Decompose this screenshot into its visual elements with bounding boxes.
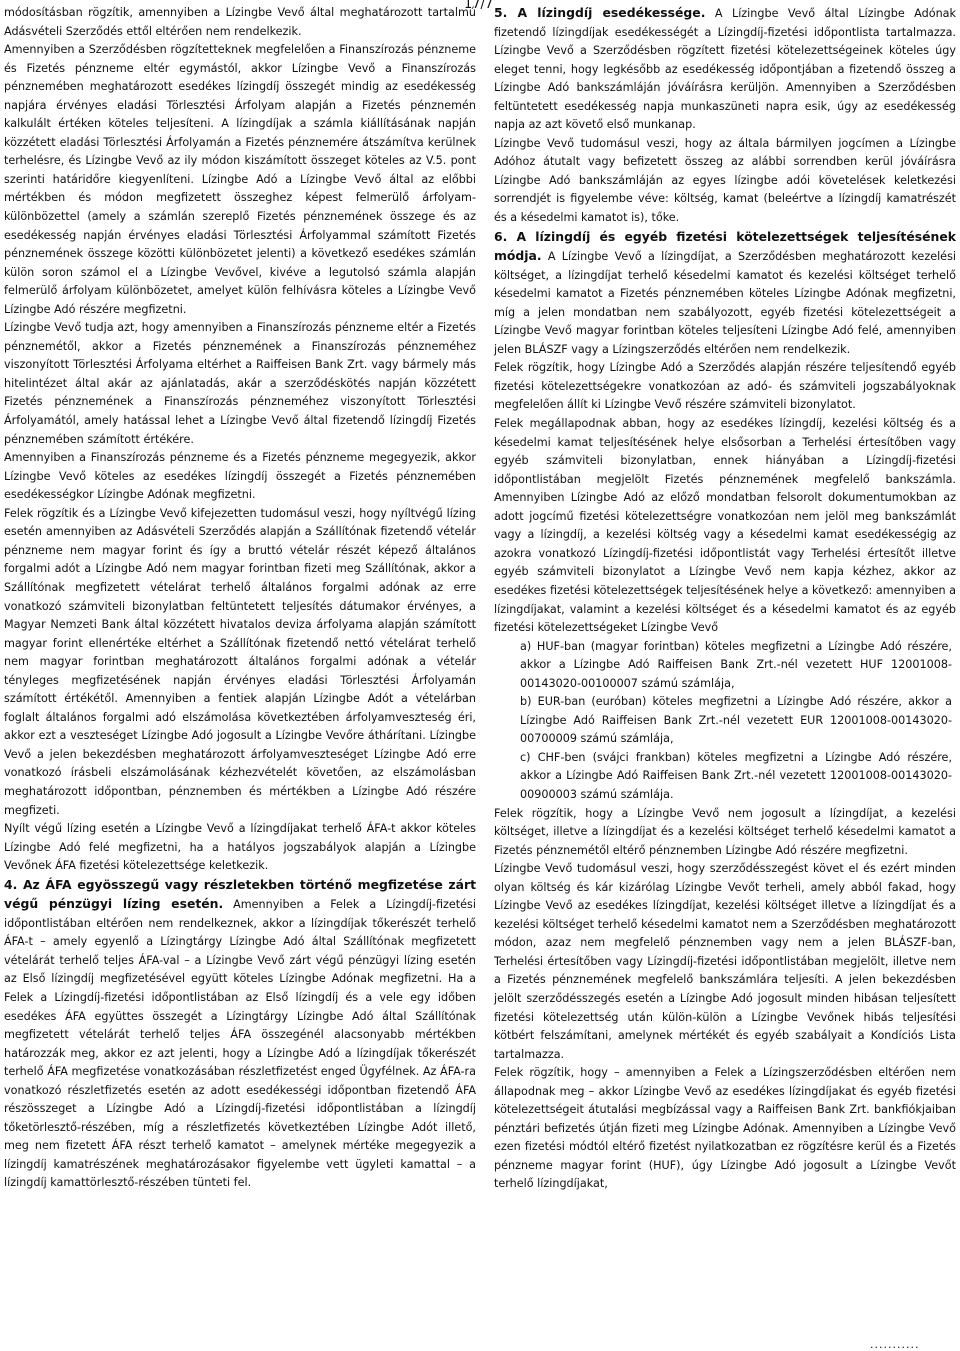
page-number: 17/7 — [464, 0, 494, 12]
account-item-eur: b) EUR-ban (euróban) köteles megfizetni a Lízingbe Adó részére, akkor a Lízingbe Adó Raiffeisen Bank Zrt.-nél vezetett EUR 12001008-00143020-00700009 számú számlája, — [520, 695, 952, 746]
paragraph: Felek megállapodnak abban, hogy az esedékes lízingdíj, kezelési költség és a késedelmi kamat teljesítésének helye elsősorban a Terhelési értesítőben vagy egyéb számviteli bizonylatban, ennek hiányában a Lízingdíj-fizetési időpontlistában megjelölt Fizetés pénznemének megfelelő bankszámla. Amennyiben Lízingbe Adó az előző mondatban felsorolt dokumentumokban az adott jogcímű fizetési kötelezettségre vonatkozóan nem jelöl meg bankszámlát vagy a lízingdíj, a kezelési költség vagy a késedelmi kamat esedékességig az azokra vonatkozó Lízingdíj-fizetési időpontlistát vagy Terhelési értesítőt illetve egyéb számviteli bizonylatot a Lízingbe Vevő nem kapja kézhez, akkor az esedékes fizetési kötelezettségek teljesítésének helye a következő: amennyiben a lízingdíjakat, valamint a kezelési költséget és a késedelmi kamatot és az egyéb fizetési kötelezettségeket Lízingbe Vevő — [494, 417, 956, 635]
right-column — [494, 4, 956, 1194]
paragraph: A Lízingbe Vevő a lízingdíjat, a Szerződésben meghatározott kezelési költséget, a lízingdíjat terhelő késedelmi kamatot és kezelési költséget terhelő késedelmi kamatot a Fizetés pénznemében köteles Lízingbe Adónak megfizetni, míg a jelen mondatban nem szabályozott, egyéb fizetési kötelezettségeit a Lízingbe Vevő magyar forintban köteles teljesíteni Lízingbe Adó felé, amennyiben jelen BLÁSZF vagy a Lízingszerződés eltérően nem rendelkezik. — [494, 250, 957, 356]
paragraph: Amennyiben a Finanszírozás pénzneme és a Fizetés pénzneme megegyezik, akkor Lízingbe Vevő köteles az esedékes lízingdíj összegét a Fizetés pénznemében esedékességkor Lízingbe Adónak megfizetni. — [4, 451, 476, 502]
paragraph: Amennyiben a Szerződésben rögzítetteknek megfelelően a Finanszírozás pénzneme és Fizetés pénzneme eltér egymástól, akkor Lízingbe Vevő a Finanszírozás pénznemében meghatározott esedékes lízingdíj összegét mindig az esedékesség napjára érvényes eladási Törlesztési Árfolyam alapján a Fizetés pénznemén kalkulált értéken köteles teljesíteni. A lízingdíjak a számla kiállításának napján közzétett eladási Törlesztési Árfolyamán a Fizetés pénznemére átszámítva kerülnek terhelésre, és Lízingbe Vevő az ily módon kiszámított összeget köteles az V.5. pont szerinti határidőre kiegyenlíteni. Lízingbe Adó a Lízingbe Vevő által az előbbi mértékben és módon megfizetett összeghez képest felmerülő árfolyam-különbözettel (amely a számlán szereplő Fizetés pénznemének összege és az esedékesség napján érvényes eladási Törlesztési Árfolyammal számított Fizetés pénznemének összege közötti különbözetet jelenti) a következő esedékes számlán külön soron számol el a Lízingbe Vevővel, kivéve a legutolsó számla alapján felmerülő árfolyam különbözetet, amelyet külön felhívásra köteles a Lízingbe Vevő Lízingbe Adó részére megfizetni. — [4, 43, 476, 316]
section-4 — [4, 876, 476, 1193]
paragraph: módosításban rögzítik, amennyiben a Lízingbe Vevő által meghatározott tartalmú Adásvételi Szerződés ettől eltérően nem rendelkezik. — [4, 6, 476, 38]
section-5 — [494, 4, 956, 135]
account-item-huf: a) HUF-ban (magyar forintban) köteles megfizetni a Lízingbe Adó részére, akkor a Lízingbe Adó Raiffeisen Bank Zrt.-nél vezetett HUF 12001008-00143020-00100007 számú számlája, — [520, 639, 952, 690]
paragraph: Nyílt végű lízing esetén a Lízingbe Vevő a lízingdíjakat terhelő ÁFA-t akkor köteles Lízingbe Adó felé megfizetni, ha a hatályos jogszabályok alapján a Lízingbe Vevőnek ÁFA fizetési kötelezettsége keletkezik. — [4, 822, 476, 873]
paragraph: Lízingbe Vevő tudomásul veszi, hogy szerződésszegést követ el és ezért minden olyan költség és kár kizárólag Lízingbe Vevőt terheli, amely abból fakad, hogy Lízingbe Vevő az esedékes lízingdíjat, kezelési költséget illetve a lízingdíjat és a kezelési költséget terhelő késedelmi kamatot nem a Szerződésben meghatározott módon, azaz nem megfelelő pénznemben vagy nem a jelen BLÁSZF-ban, Terhelési értesítőben vagy Lízingdíj-fizetési időpontlistában megjelölt, illetve nem a Fizetés pénznemének megfelelő bankszámlára teljesíti. A jelen bekezdésben jelölt szerződésszegés esetén a Lízingbe Adó jogosult minden hibásan teljesített fizetési kötelezettség után külön-külön a Lízingbe Vevőnek hibás teljesítési kötbért felszámítani, amelynek mértékét és egyéb szabályait a Kondíciós Lista tartalmazza. — [494, 862, 956, 1061]
paragraph: Felek rögzítik és a Lízingbe Vevő kifejezetten tudomásul veszi, hogy nyíltvégű lízing esetén amennyiben az Adásvételi Szerződés alapján a Szállítónak fizetendő vételár pénzneme nem magyar forint és így a bruttó vételár részét képező általános forgalmi adót a Lízingbe Adó nem magyar forintban fizeti meg Szállítónak, akkor a Szállítónak megfizetett vételárat terhelő általános forgalmi adónak az erre vonatkozó számviteli bizonylatban feltüntetett teljesítés dátumakor érvényes, a Magyar Nemzeti Bank által közzétett hivatalos deviza árfolyama alapján számított magyar forint ellenértéke eltérhet a Szállítónak fizetendő nettó vételárat terhelő nem magyar forintban meghatározott általános forgalmi adónak a vételár tényleges megfizetésének napján érvényes eladási Törlesztési Árfolyamán számított értékétől. Amennyiben a fentiek alapján Lízingbe Adót a vételárban foglalt általános forgalmi adó elszámolása következtében árfolyamveszteség éri, akkor ezt a veszteséget Lízingbe Adó jogosult a Lízingbe Vevőre áthárítani. Lízingbe Vevő a jelen bekezdésben meghatározott árfolyamveszteséget Lízingbe Adó erre vonatkozó írásbeli elszámolásának kézhezvételét követően, az elszámolásban meghatározott időpontban, pénznemben és mértékben a Lízingbe Adó részére megfizeti. — [4, 506, 476, 817]
section-6 — [494, 228, 956, 360]
section-heading-5: 5. A lízingdíj esedékessége. — [494, 5, 706, 20]
footer-dots: ........... — [870, 1338, 920, 1351]
paragraph: Felek rögzítik, hogy Lízingbe Adó a Szerződés alapján részére teljesítendő egyéb fizetési kötelezettségekre vonatkozóan az adó- és számviteli jogszabályoknak megfelelően állít ki Lízingbe Vevő részére számviteli bizonylatot. — [494, 361, 956, 412]
section-heading-6: 6. A lízingdíj és egyéb fizetési kötelezettségek teljesítésének módja. — [494, 228, 956, 264]
paragraph: Lízingbe Vevő tudja azt, hogy amennyiben a Finanszírozás pénzneme eltér a Fizetés pénznemétől, akkor a Fizetés pénznemének a Finanszírozás pénzneméhez viszonyított Törlesztési Árfolyama eltérhet a Raiffeisen Bank Zrt. vagy bármely más hitelintézet által akár az ajánlatadás, akár a szerződéskötés napján közzétett Fizetés pénznemének a Finanszírozás pénzneméhez viszonyított Törlesztési Árfolyamától, amely hatással lehet a Lízingbe Vevő által fizetendő lízingdíj Fizetés pénznemében számított értékére. — [4, 321, 476, 446]
paragraph: Lízingbe Vevő tudomásul veszi, hogy az általa bármilyen jogcímen a Lízingbe Adóhoz átutalt vagy befizetett összeg az alábbi sorrendben kerül jóváírásra Lízingbe Adó bankszámláján az egyes lízingbe adói követelések keletkezési sorrendjét is figyelembe véve: költség, kamat (beleértve a lízingdíj kamatrészét és a késedelmi kamatot is), tőke. — [494, 136, 956, 225]
section-heading-4: 4. Az ÁFA egyösszegű vagy részletekben történő megfizetése zárt végű pénzügyi lízing esetén. — [4, 876, 476, 912]
paragraph: Felek rögzítik, hogy – amennyiben a Felek a Lízingszerződésben eltérően nem állapodnak meg – akkor Lízingbe Vevő az esedékes lízingdíjakat és egyéb fizetési kötelezettségeit átutalási megbízással vagy a Raiffeisen Bank Zrt. bankfiókjaiban pénztári befizetés útján fizeti meg Lízingbe Adónak. Amennyiben a Lízingbe Vevő ezen fizetési módtól eltérő fizetést nyilatkozatban ez rögzítésre kerül és a Fizetés pénzneme magyar forint (HUF), úgy Lízingbe Adó jogosult a Lízingbe Vevőt terhelő lízingdíjakat, — [494, 1066, 956, 1191]
paragraph: Amennyiben a Felek a Lízingdíj-fizetési időpontlistában eltérően nem rendelkeznek, akkor a lízingdíjak tőkerészét terhelő ÁFA-t – amely egyenlő a Lízingtárgy Lízingbe Adó által Szállítónak megfizetett vételárát terhelő teljes ÁFA-val – a Lízingbe Vevő zárt végű pénzügyi lízing esetén az Első lízingdíj megfizetésével együtt köteles Lízingbe Adónak megfizetni. Ha a Felek a Lízingdíj-fizetési időpontlistában az Első lízingdíj és a vele egy időben esedékes ÁFA együttes összegét a Lízingtárgy Lízingbe Adó által Szállítónak megfizetett vételárát terhelő teljes ÁFA összegénél alacsonyabb mértékben határozzák meg, akkor ez azt jelenti, hogy a Lízingbe Adó a lízingdíjak tőkerészét terhelő ÁFA megfizetése vonatkozásában részletfizetést enged Ügyfélnek. Az ÁFA-ra vonatkozó részletfizetés esetén az adott esedékességi időpontban fizetendő ÁFA részösszeget a Lízingbe Adó a Lízingdíj-fizetési időpontlistában a lízingdíj tőketörlesztő-részében, míg a részletfizetés következtében Lízingbe Adót illető, meg nem fizetett ÁFA részt terhelő kamatot – amelynek mértéke megegyezik a lízingdíj kamatrészének meghatározásakor figyelembe vett ügyleti kamattal – a lízingdíj kamattörlesztő-részében tünteti fel. — [4, 898, 476, 1190]
left-column — [4, 4, 476, 1193]
paragraph: Felek rögzítik, hogy a Lízingbe Vevő nem jogosult a lízingdíjat, a kezelési költséget, illetve a lízingdíjat és a kezelési költséget terhelő késedelmi kamatot a Fizetés pénznemétől eltérő pénznemben Lízingbe Adó részére megfizetni. — [494, 806, 956, 857]
account-item-chf: c) CHF-ben (svájci frankban) köteles megfizetni a Lízingbe Adó részére, akkor a Lízingbe Adó Raiffeisen Bank Zrt.-nél vezetett 12001008-00143020-00900003 számú számlája. — [520, 750, 952, 801]
paragraph: A Lízingbe Vevő által Lízingbe Adónak fizetendő lízingdíjak esedékességét a Lízingdíj-fizetési időpontlista tartalmazza. Lízingbe Vevő a Szerződésben rögzített fizetési kötelezettségeinek köteles úgy eleget tenni, hogy legkésőbb az esedékesség időpontjában a fizetendő összeg a Lízingbe Adó bankszámláján jóváírásra kerüljön. Amennyiben a Szerződésben feltüntetett esedékesség napja munkaszüneti napra esik, úgy az esedékesség napja az azt követő első munkanap. — [494, 7, 956, 132]
